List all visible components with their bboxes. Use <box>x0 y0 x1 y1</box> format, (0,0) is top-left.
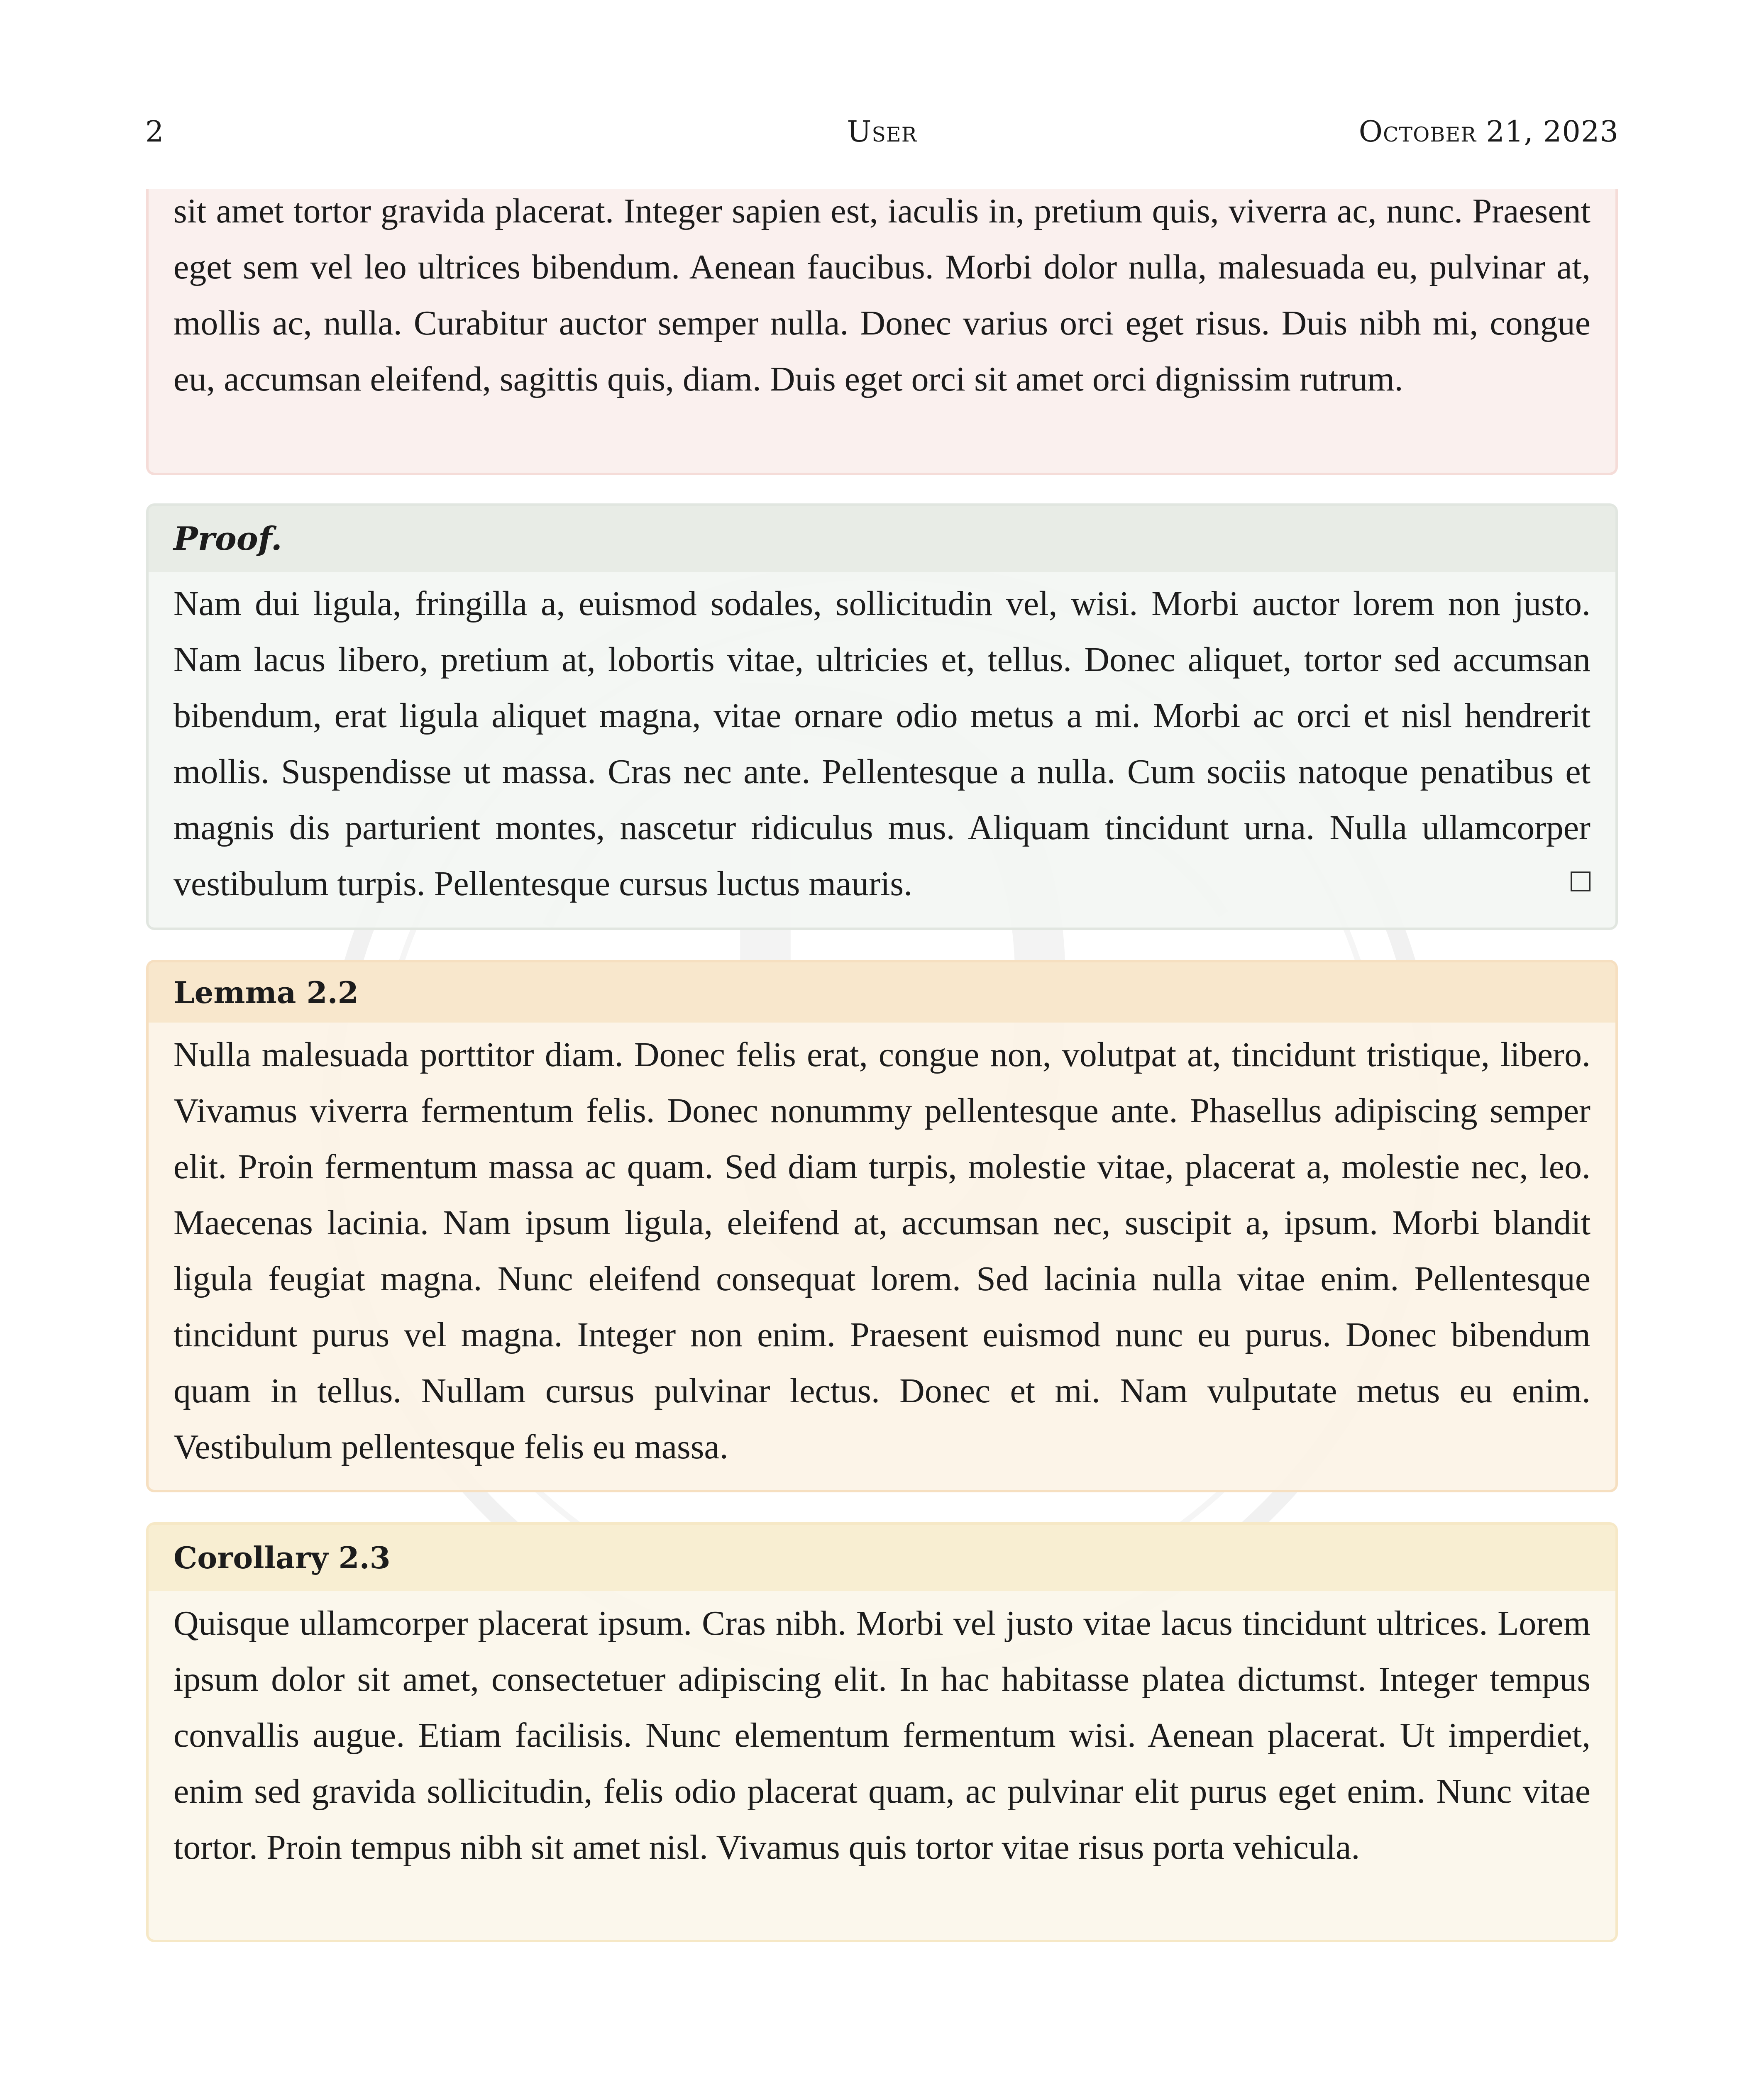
running-header <box>145 109 1619 154</box>
header-date: October 21, 2023 <box>1358 115 1619 149</box>
proof-body <box>149 572 1615 912</box>
proof-text: Nam dui ligula, fringilla a, euismod sodales, sollicitudin vel, wisi. Morbi auctor lorem non justo. Nam lacus libero, pretium at, lobortis vitae, ultricies et, tellus. Donec aliquet, tortor sed accumsan bibendum, erat ligula aliquet magna, vitae ornare odio metus a mi. Morbi ac orci et nisl hendrerit mollis. Suspendisse ut massa. Cras nec ante. Pellentesque a nulla. Cum sociis natoque penatibus et magnis dis parturient montes, nascetur ridiculus mus. Aliquam tincidunt urna. Nulla ullamcorper vestibulum turpis. Pellentesque cursus luctus mauris. <box>173 584 1591 903</box>
lemma-title: Lemma 2.2 <box>149 962 1615 1023</box>
header-author: User <box>847 115 917 149</box>
lemma-box <box>146 960 1618 1492</box>
page-number: 2 <box>145 115 164 149</box>
theorem-continuation-box <box>146 189 1618 475</box>
theorem-continuation-text: sit amet tortor gravida placerat. Integer sapien est, iaculis in, pretium quis, viverra ac, nunc. Praesent eget sem vel leo ultrices bibendum. Aenean faucibus. Morbi dolor nulla, malesuada eu, pulvinar at, mollis ac, nulla. Curabitur auctor semper nulla. Donec varius orci eget risus. Duis nibh mi, congue eu, accumsan eleifend, sagittis quis, diam. Duis eget orci sit amet orci dignissim rutrum. <box>173 192 1591 398</box>
lemma-text: Nulla malesuada porttitor diam. Donec felis erat, congue non, volutpat at, tincidunt tristique, libero. Vivamus viverra fermentum felis. Donec nonummy pellentesque ante. Phasellus adipiscing semper elit. Proin fermentum massa ac quam. Sed diam turpis, molestie vitae, placerat a, molestie nec, leo. Maecenas lacinia. Nam ipsum ligula, eleifend at, accumsan nec, suscipit a, ipsum. Morbi blandit ligula feugiat magna. Nunc eleifend consequat lorem. Sed lacinia nulla vitae enim. Pellentesque tincidunt purus vel magna. Integer non enim. Praesent euismod nunc eu purus. Donec bibendum quam in tellus. Nullam cursus pulvinar lectus. Donec et mi. Nam vulputate metus eu enim. Vestibulum pellentesque felis eu massa. <box>173 1035 1591 1466</box>
proof-box <box>146 503 1618 930</box>
corollary-title: Corollary 2.3 <box>149 1525 1615 1591</box>
qed-square-icon <box>1571 872 1591 891</box>
proof-title: Proof. <box>149 506 1615 572</box>
corollary-box <box>146 1522 1618 1942</box>
corollary-text: Quisque ullamcorper placerat ipsum. Cras nibh. Morbi vel justo vitae lacus tincidunt ultrices. Lorem ipsum dolor sit amet, consectetuer adipiscing elit. In hac habitasse platea dictumst. Integer tempus convallis augue. Etiam facilisis. Nunc elementum fermentum wisi. Aenean placerat. Ut imperdiet, enim sed gravida sollicitudin, felis odio placerat quam, ac pulvinar elit purus eget enim. Nunc vitae tortor. Proin tempus nibh sit amet nisl. Vivamus quis tortor vitae risus porta vehicula. <box>173 1604 1591 1867</box>
